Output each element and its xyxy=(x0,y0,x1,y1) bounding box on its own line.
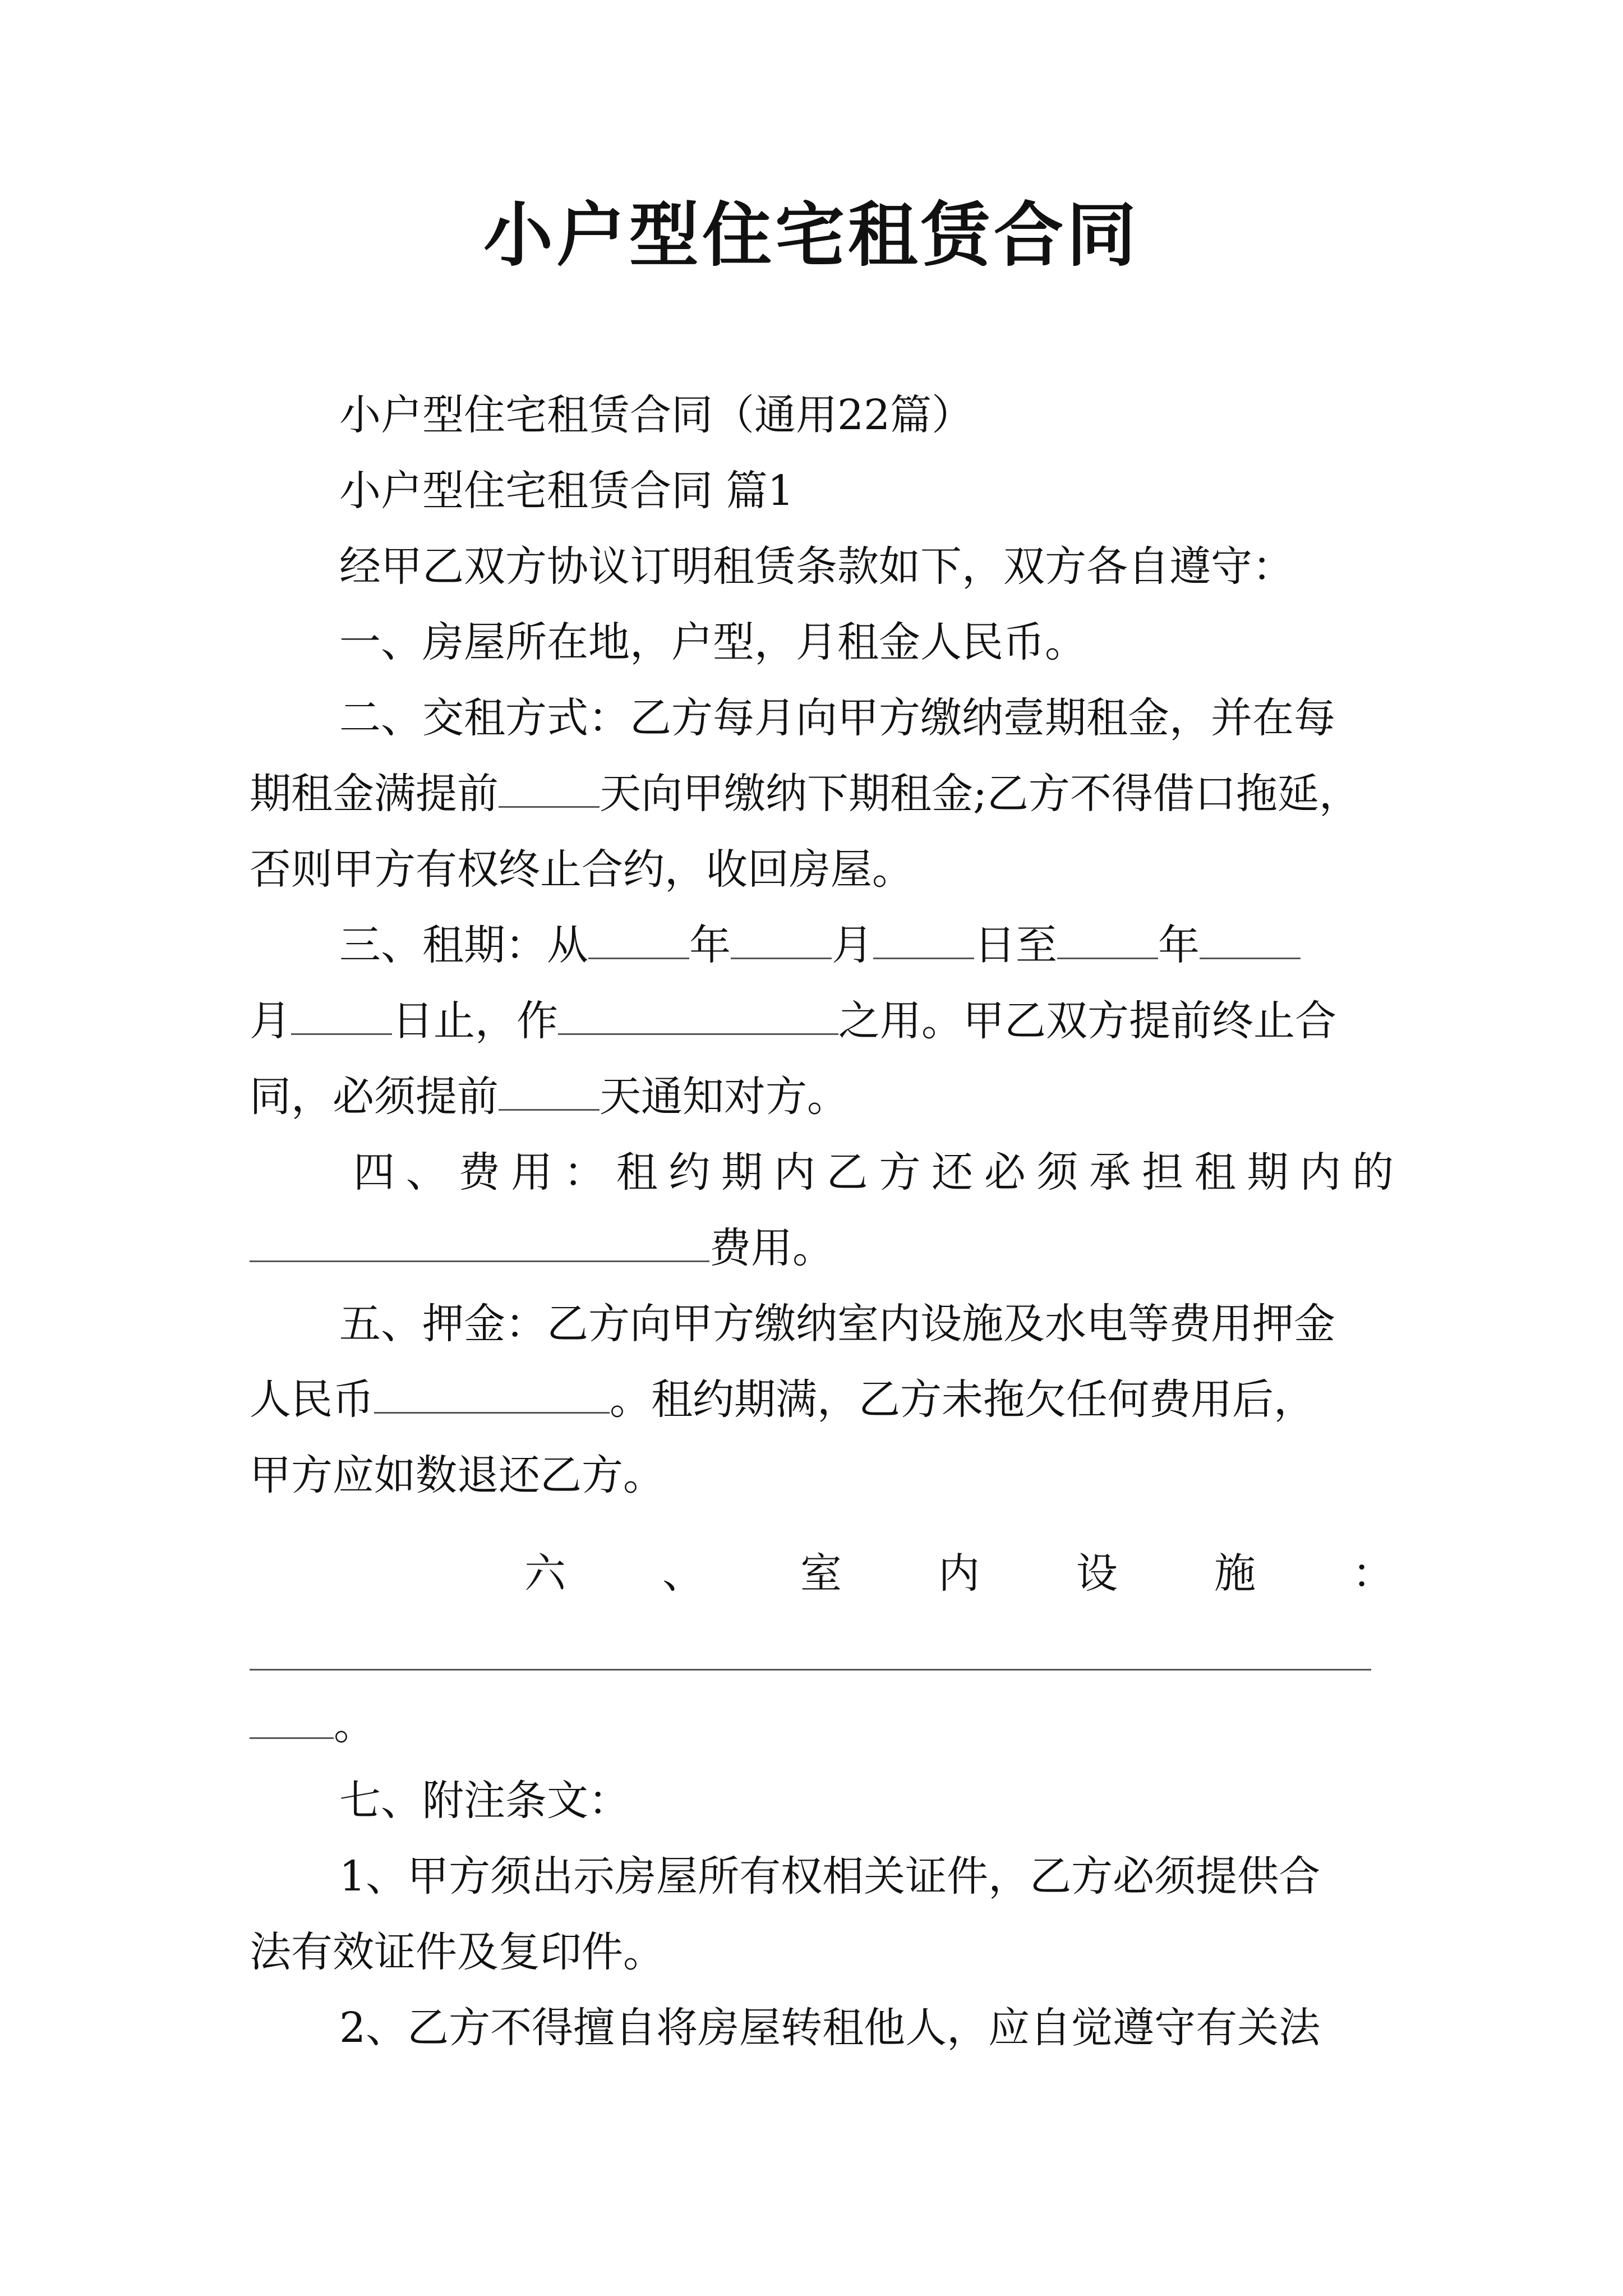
clause-3-month-2: 月 xyxy=(250,997,291,1045)
clause-6-line-3 xyxy=(250,1694,1394,1756)
clause-4-char: 用 xyxy=(511,1148,553,1197)
clause-5-line-2 xyxy=(250,1369,1394,1430)
blank-field[interactable] xyxy=(374,1374,610,1414)
clause-4-char: 期 xyxy=(721,1148,763,1197)
clause-6-char: ： xyxy=(1352,1549,1394,1598)
clause-2-text-b: 天向甲缴纳下期租金;乙方不得借口拖延， xyxy=(600,770,1361,818)
blank-field[interactable] xyxy=(873,919,974,959)
clause-3-dayto: 日至 xyxy=(974,921,1057,969)
clause-3-text-b: 日止，作 xyxy=(392,997,558,1045)
clause-6-end: 。 xyxy=(334,1701,375,1749)
blank-field[interactable] xyxy=(250,1699,334,1739)
clause-7-2-line-1: 2、乙方不得擅自将房屋转租他人，应自觉遵守有关法 xyxy=(339,2004,1321,2052)
clause-3-line-2 xyxy=(250,990,1394,1052)
clause-4-char: 乙 xyxy=(826,1148,868,1197)
clause-4-text: 费用。 xyxy=(709,1224,834,1272)
clause-4-char: 还 xyxy=(932,1148,974,1197)
clause-4-char: 内 xyxy=(1299,1148,1341,1197)
clause-7-1-line-2: 法有效证件及复印件。 xyxy=(250,1928,665,1976)
blank-field[interactable] xyxy=(499,1071,600,1111)
clause-6-char: 施 xyxy=(1214,1549,1256,1598)
blank-field[interactable] xyxy=(499,768,600,808)
clause-3-text-c: 之用。甲乙双方提前终止合 xyxy=(838,997,1336,1045)
clause-5-line-3: 甲方应如数退还乙方。 xyxy=(250,1451,665,1499)
clause-4-char: 方 xyxy=(879,1148,921,1197)
section-heading: 小户型住宅租赁合同 篇1 xyxy=(339,467,794,515)
clause-2-line-2 xyxy=(250,763,1394,825)
clause-4-line-2 xyxy=(250,1217,1394,1279)
clause-4-char: 担 xyxy=(1142,1148,1184,1197)
clause-6-line-1 xyxy=(524,1543,1394,1604)
clause-4-char: 内 xyxy=(773,1148,815,1197)
clause-5-text-a: 人民币 xyxy=(250,1375,374,1424)
clause-4-char: 租 xyxy=(1194,1148,1236,1197)
blank-field[interactable] xyxy=(588,919,689,959)
clause-5-text-b: 。租约期满，乙方未拖欠任何费用后， xyxy=(610,1375,1315,1424)
clause-4-line-1 xyxy=(353,1142,1394,1203)
blank-field[interactable] xyxy=(558,995,838,1035)
clause-3-month: 月 xyxy=(832,921,873,969)
blank-field[interactable] xyxy=(1057,919,1158,959)
clause-2-text-a: 期租金满提前 xyxy=(250,770,499,818)
clause-3-text-d: 同，必须提前 xyxy=(250,1073,499,1121)
clause-3-line-1 xyxy=(339,914,1483,976)
clause-4-char: 租 xyxy=(616,1148,658,1197)
clause-4-char: ： xyxy=(563,1148,605,1197)
intro-paragraph: 经甲乙双方协议订明租赁条款如下，双方各自遵守： xyxy=(339,542,1294,591)
clause-4-char: 期 xyxy=(1247,1148,1289,1197)
clause-7-heading: 七、附注条文： xyxy=(339,1777,630,1825)
blank-field[interactable] xyxy=(291,995,392,1035)
clause-3-year-2: 年 xyxy=(1158,921,1200,969)
blank-field[interactable] xyxy=(1200,919,1301,959)
clause-3-year: 年 xyxy=(689,921,731,969)
clause-3-line-3 xyxy=(250,1066,1394,1128)
blank-field[interactable] xyxy=(731,919,832,959)
clause-4-char: 四 xyxy=(353,1148,395,1197)
clause-4-char: 须 xyxy=(1036,1148,1078,1197)
clause-6-char: 设 xyxy=(1076,1549,1118,1598)
clause-4-char: 、 xyxy=(405,1148,448,1197)
clause-4-char: 必 xyxy=(984,1148,1026,1197)
clause-6-char: 内 xyxy=(938,1549,980,1598)
blank-field[interactable] xyxy=(250,1222,709,1262)
clause-7-1-line-1: 1、甲方须出示房屋所有权相关证件，乙方必须提供合 xyxy=(339,1852,1321,1901)
clause-6-char: 室 xyxy=(800,1549,842,1598)
document-title: 小户型住宅租赁合同 xyxy=(483,195,1140,276)
clause-6-char: 六 xyxy=(524,1549,566,1598)
clause-2-line-3: 否则甲方有权终止合约，收回房屋。 xyxy=(250,845,914,894)
clause-4-char: 费 xyxy=(458,1148,500,1197)
clause-3-text-e: 天通知对方。 xyxy=(600,1073,849,1121)
clause-6-blank-line[interactable] xyxy=(250,1669,1371,1671)
clause-5-line-1: 五、押金：乙方向甲方缴纳室内设施及水电等费用押金 xyxy=(339,1300,1335,1348)
clause-3-text-a: 三、租期：从 xyxy=(339,921,588,969)
subtitle: 小户型住宅租赁合同（通用22篇） xyxy=(339,391,974,439)
clause-4-char: 承 xyxy=(1089,1148,1131,1197)
clause-1: 一、房屋所在地，户型，月租金人民币。 xyxy=(339,618,1086,666)
clause-6-char: 、 xyxy=(662,1549,704,1598)
clause-4-char: 约 xyxy=(668,1148,711,1197)
clause-4-char: 的 xyxy=(1352,1148,1394,1197)
clause-2-line-1: 二、交租方式：乙方每月向甲方缴纳壹期租金，并在每 xyxy=(339,694,1335,742)
